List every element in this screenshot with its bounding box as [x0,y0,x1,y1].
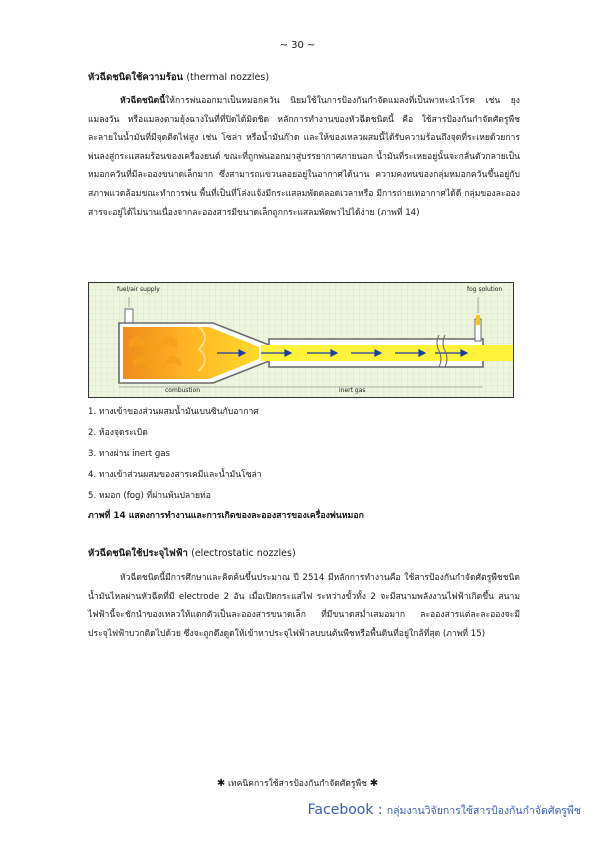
footer-note-text: เทคนิคการใช้สารป้องกันกำจัดศัตรูพืช [227,779,368,789]
fogger-diagram-svg [89,283,513,397]
facebook-group-name: กลุ่มงานวิจัยการใช้สารป้องกันกำจัดศัตรูพืช [386,805,581,817]
star-icon: ✱ [216,778,226,789]
facebook-link[interactable] [308,802,581,819]
legend-item: 4. ทางเข้าส่วนผสมของสารเคมีและน้ำมันโซล่า [88,470,262,480]
paragraph-body: ให้การพ่นออกมาเป็นหมอกควัน นิยมใช้ในการป้องกันกำจัดแมลงที่เป็นพาหะนำโรค เช่น ยุง แมลงวัน หรือแมลงตามยุ้งฉางในที่ที่ปิดได้มิดชิด หลักการทำงานของหัวฉีดชนิดนี้ คือ ใช้สารป้องกันกำจัดศัตรูพืชละลายในน้ำมันที่มีจุดติดไฟสูง เช่น โซล่า หรือน้ำมันก๊าด และให้ของเหลวผสมนี้ได้รับความร้อนถึงจุดที่ระเหยด้วยการพ่นลงสู่กระแสลมร้อนของเครื่องยนต์ ขณะที่ถูกพ่นออกมาสู่บรรยากาศภายนอก น้ำมันที่ระเหยอยู่นั้นจะกลั่นตัวกลายเป็นหมอกควันที่มีละอองขนาดเล็กมาก ซึ่งสามารถแขวนลอยอยู่ในอากาศได้นาน ความคงทนของกลุ่มหมอกควันขึ้นอยู่กับสภาพแวดล้อมขณะทำการพ่น พื้นที่เป็นที่โล่งแจ้งมีกระแสลมพัดตลอดเวลาหรือ มีการถ่ายเทอากาศได้ดี กลุ่มของละอองสารจะอยู่ได้ไม่นานเนื่องจากละอองสารมีขนาดเล็กถูกกระแสลมพัดพาไปได้ง่าย (ภาพที่ 14) [88,96,520,218]
figure-legend [88,402,262,507]
fog-solution-drop [476,315,480,325]
figure-caption: ภาพที่ 14 แสดงการทำงานและการเกิดของละอองสารของเครื่องพ่นหมอก [88,511,364,521]
section-heading-thermal [88,70,269,85]
star-icon: ✱ [369,778,379,789]
section-heading-latin: (electrostatic nozzles) [191,548,296,559]
section-heading-electrostatic [88,546,296,561]
legend-item: 2. ห้องจุดระเบิด [88,428,148,438]
section-heading-latin: (thermal nozzles) [186,72,270,83]
section-heading-thai: หัวฉีดชนิดใช้ความร้อน [88,72,184,83]
electrostatic-nozzle-paragraph: หัวฉีดชนิดนี้มีการศึกษาและคิดค้นขึ้นประมาณ ปี 2514 มีหลักการทำงานคือ ใช้สารป้องกันกำจัดศัตรูพืชชนิดน้ำมันไหลผ่านหัวฉีดที่มี electrode 2 อัน เมื่อเปิดกระแสไฟ ระหว่างขั้วทั้ง 2 จะมีสนามพลังงานไฟฟ้าเกิดขึ้น สนามไฟฟ้านี้จะชักนำของเหลวให้แตกตัวเป็นละอองสารขนาดเล็ก ที่มีขนาดสม่ำเสมอมาก ละอองสารแต่ละละอองจะมีประจุไฟฟ้าบวกติดไปด้วย ซึ่งจะถูกดึงดูดให้เข้าหาประจุไฟฟ้าลบบนต้นพืชหรือพื้นดินที่อยู่ใกล้ที่สุด (ภาพที่ 15) [88,573,520,639]
legend-item: 3. ทางผ่าน inert gas [88,449,171,459]
section-heading-thai: หัวฉีดชนิดใช้ประจุไฟฟ้า [88,548,188,559]
label-fuel-air-supply: fuel/air supply [117,286,160,293]
footer-note [0,776,595,790]
fogger-diagram [88,282,514,398]
label-inert-gas: inert gas [339,387,366,394]
legend-item: 1. ทางเข้าของส่วนผสมน้ำมันเบนซินกับอากาศ [88,407,259,417]
label-fog-solution: fog solution [467,286,503,293]
facebook-label: Facebook : [307,802,383,818]
thermal-nozzle-paragraph [88,92,520,222]
paragraph-lead: หัวฉีดชนิดนี้ [120,96,166,106]
fog-outlet [483,345,513,361]
legend-item: 5. หมอก (fog) ที่ผ่านพ้นปลายท่อ [88,491,211,501]
page-number: ~ 30 ~ [279,40,316,51]
label-combustion: combustion [165,387,201,394]
